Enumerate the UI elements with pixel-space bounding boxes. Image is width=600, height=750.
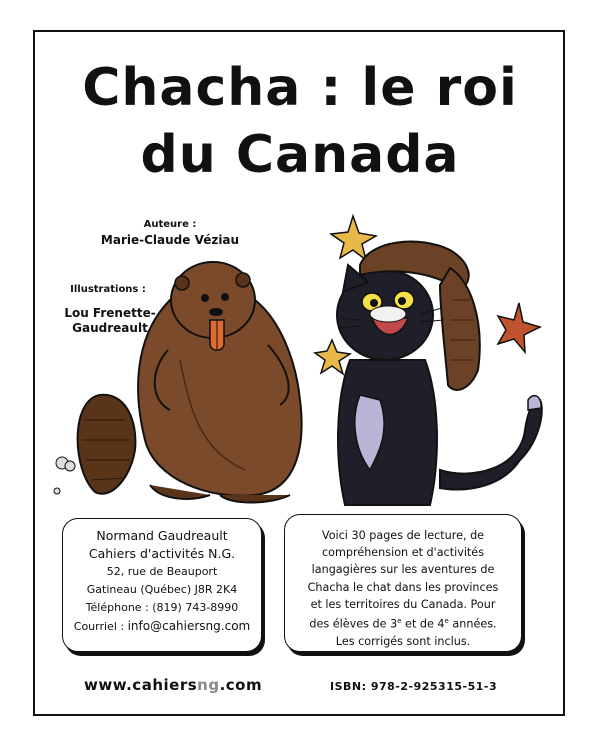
description-line: compréhension et d'activités — [321, 546, 485, 560]
illustrator-name-line-1: Lou Frenette- — [64, 306, 156, 320]
title-line-2: du Canada — [140, 125, 460, 185]
title-line-1: Chacha : le roi — [82, 58, 518, 118]
description-line: Voici 30 pages de lecture, de — [321, 529, 485, 542]
author-name: Marie-Claude Véziau — [100, 233, 240, 247]
author-label: Auteure : — [143, 219, 197, 230]
publisher-email-row — [63, 617, 261, 636]
email-link[interactable]: info@cahiersng.com — [127, 619, 251, 633]
cat-body — [338, 360, 437, 505]
cat-tail — [440, 399, 542, 490]
star-icon — [498, 303, 540, 352]
description-line: et les territoires du Canada. Pour — [310, 597, 496, 611]
isbn: ISBN: 978-2-925315-51-3 — [330, 680, 498, 693]
description-line: Chacha le chat dans les provinces — [307, 580, 499, 594]
illustrator-name-line-2: Gaudreault — [72, 321, 148, 335]
dust-cloud-icon — [54, 457, 75, 494]
publisher-company: Cahiers d'activités N.G. — [88, 546, 236, 561]
illustrations-label: Illustrations : — [70, 284, 146, 295]
publisher-street: 52, rue de Beauport — [106, 565, 218, 578]
publisher-info-box — [62, 518, 262, 652]
description-line: Les corrigés sont inclus. — [335, 634, 471, 648]
description-line: langagières sur les aventures de — [311, 563, 495, 577]
publisher-name: Normand Gaudreault — [96, 528, 228, 543]
description-line: des élèves de 3e et de 4e années. — [309, 617, 497, 631]
publisher-city: Gatineau (Québec) J8R 2K4 — [86, 583, 238, 596]
website-link[interactable]: www.cahiersng.com — [84, 676, 263, 694]
star-icon — [315, 340, 350, 374]
description-box — [284, 514, 522, 652]
email-label: Courriel : — [73, 620, 125, 633]
publisher-phone: Téléphone : (819) 743-8990 — [85, 601, 239, 614]
